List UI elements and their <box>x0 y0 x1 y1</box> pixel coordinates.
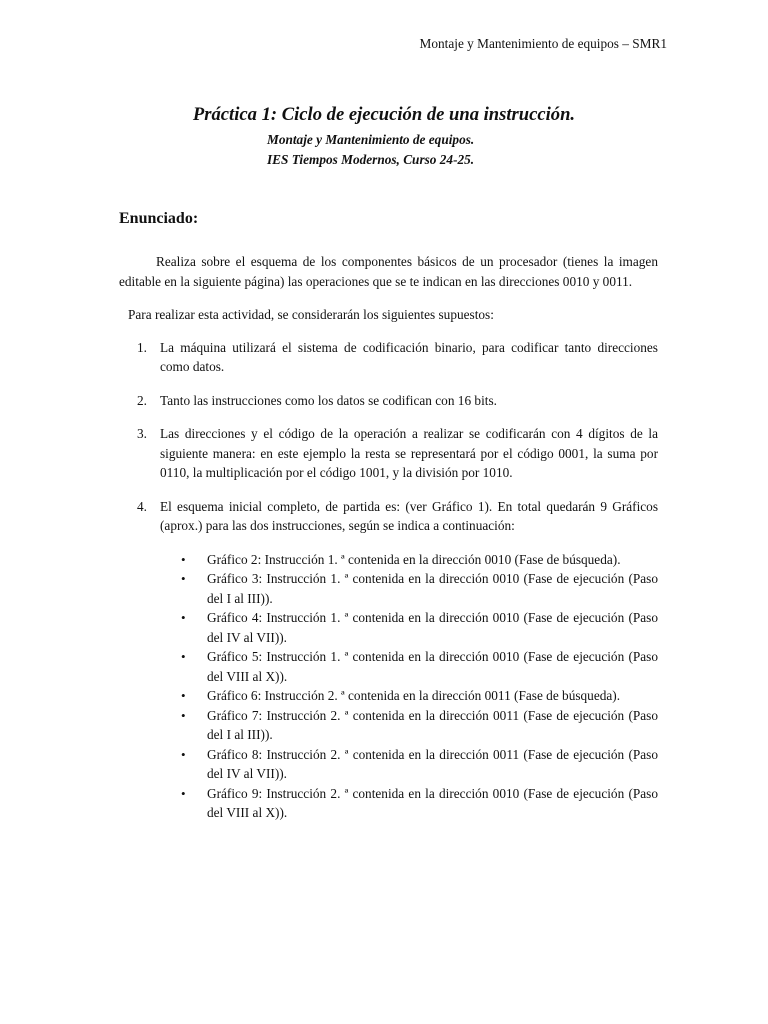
grafico-item <box>119 569 658 608</box>
document-subtitle-school: IES Tiempos Modernos, Curso 24-25. <box>267 152 475 167</box>
grafico-text: Gráfico 9: Instrucción 2. ª contenida en la dirección 0010 (Fase de ejecución (Paso del VIII al X)). <box>207 785 658 820</box>
supuesto-item <box>119 497 658 536</box>
supuesto-number: 1. <box>137 339 147 355</box>
grafico-item <box>119 745 658 784</box>
supuesto-number: 2. <box>137 392 147 408</box>
grafico-text: Gráfico 4: Instrucción 1. ª contenida en la dirección 0010 (Fase de ejecución (Paso del IV al VII)). <box>207 610 658 645</box>
supuestos-intro: Para realizar esta actividad, se considerarán los siguientes supuestos: <box>128 307 494 322</box>
bullet-icon: • <box>181 785 186 801</box>
supuestos-list <box>119 338 658 536</box>
grafico-text: Gráfico 5: Instrucción 1. ª contenida en la dirección 0010 (Fase de ejecución (Paso del VIII al X)). <box>207 649 658 684</box>
grafico-item <box>119 784 658 823</box>
grafico-item <box>119 550 658 570</box>
supuesto-item <box>119 424 658 483</box>
supuesto-number: 3. <box>137 426 147 441</box>
section-heading-enunciado: Enunciado: <box>119 210 199 227</box>
title-block <box>0 104 768 167</box>
document-body <box>119 252 658 823</box>
graficos-list <box>119 550 658 823</box>
grafico-text: Gráfico 7: Instrucción 2. ª contenida en la dirección 0011 (Fase de ejecución (Paso del I al III)). <box>207 707 658 742</box>
grafico-item <box>119 608 658 647</box>
supuesto-text: La máquina utilizará el sistema de codificación binario, para codificar tanto direcciones como datos. <box>160 339 658 374</box>
page-header: Montaje y Mantenimiento de equipos – SMR1 <box>419 36 667 51</box>
bullet-icon: • <box>181 707 186 723</box>
bullet-icon: • <box>181 688 186 703</box>
grafico-text: Gráfico 6: Instrucción 2. ª contenida en la dirección 0011 (Fase de búsqueda). <box>207 688 621 703</box>
bullet-icon: • <box>181 571 186 586</box>
supuesto-text: El esquema inicial completo, de partida es: (ver Gráfico 1). En total quedarán 9 Gráficos (aprox.) para las dos instrucciones, según se indica a continuación: <box>160 498 658 533</box>
grafico-text: Gráfico 3: Instrucción 1. ª contenida en la dirección 0010 (Fase de ejecución (Paso del I al III)). <box>207 571 658 606</box>
supuesto-item <box>119 338 658 377</box>
supuesto-item <box>119 391 658 411</box>
bullet-icon: • <box>181 551 186 567</box>
supuesto-text: Las direcciones y el código de la operación a realizar se codificarán con 4 dígitos de la siguiente manera: en este ejemplo la resta se representará por el código 0001, la suma por 0110, la multiplicación por el código 1001, y la división por 1010. <box>160 426 658 480</box>
grafico-item <box>119 647 658 686</box>
bullet-icon: • <box>181 649 186 664</box>
supuesto-number: 4. <box>137 498 147 514</box>
bullet-icon: • <box>181 746 186 762</box>
bullet-icon: • <box>181 610 186 625</box>
grafico-item <box>119 706 658 745</box>
grafico-item <box>119 686 658 706</box>
document-subtitle-course: Montaje y Mantenimiento de equipos. <box>267 132 475 147</box>
grafico-text: Gráfico 2: Instrucción 1. ª contenida en la dirección 0010 (Fase de búsqueda). <box>207 551 621 567</box>
intro-paragraph: Realiza sobre el esquema de los componentes básicos de un procesador (tienes la imagen editable en la siguiente página) las operaciones que se te indican en las direcciones 0010 y 0011. <box>119 254 658 289</box>
supuesto-text: Tanto las instrucciones como los datos se codifican con 16 bits. <box>160 392 497 408</box>
document-title: Práctica 1: Ciclo de ejecución de una instrucción. <box>192 104 576 125</box>
grafico-text: Gráfico 8: Instrucción 2. ª contenida en la dirección 0011 (Fase de ejecución (Paso del IV al VII)). <box>207 746 658 781</box>
